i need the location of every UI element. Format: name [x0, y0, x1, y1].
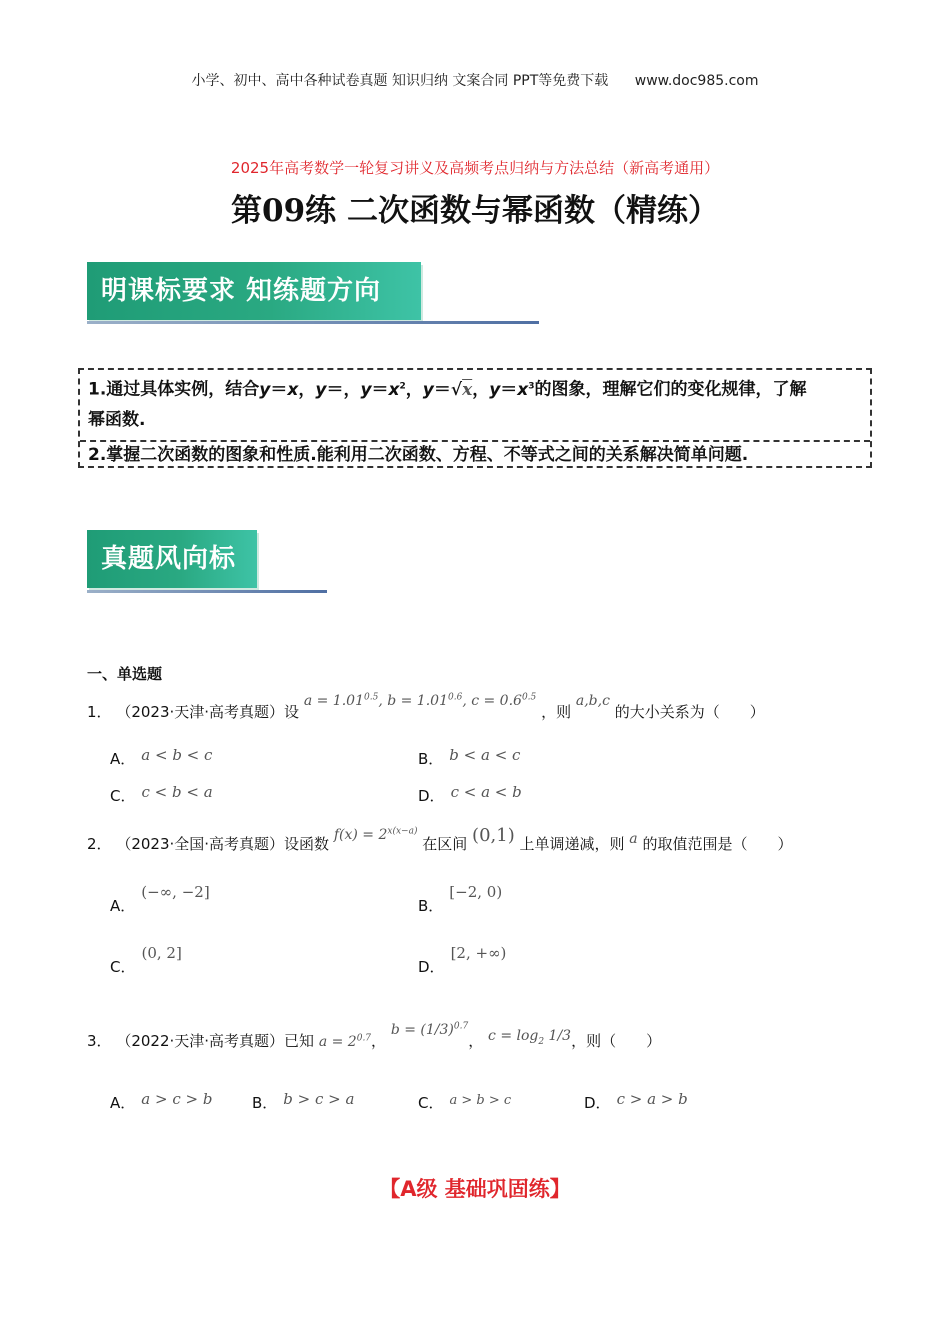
requirement-1-text-a: 1.通过具体实例，结合 — [88, 379, 260, 400]
watermark-url[interactable]: www.doc985.com — [634, 73, 759, 89]
option-d[interactable]: D． c < a < b — [418, 783, 522, 805]
question-2 — [87, 825, 907, 854]
requirement-line-1-cont: 幂函数. — [88, 410, 146, 430]
requirement-line-1 — [88, 370, 862, 407]
option-c[interactable]: C．(0, 2] — [110, 944, 182, 976]
banner-underline-2 — [87, 590, 327, 593]
watermark-line — [0, 70, 950, 90]
requirement-1-text-b: 的图象，理解它们的变化规律，了解 — [534, 379, 807, 400]
requirements-box — [78, 368, 872, 468]
question-number: 3． — [87, 1032, 112, 1050]
option-c[interactable]: C． c < b < a — [110, 783, 213, 805]
option-a[interactable]: A． a > c > b — [110, 1090, 213, 1112]
math-interval: (0,1) — [472, 825, 515, 846]
document-title: 第09练 二次函数与幂函数（精练） — [231, 193, 719, 229]
question-3: 3． （2022·天津·高考真题）已知 $a = 2^{0.7}$， $b = (1/3)^{0.7}$， $c = \log_2 1/3$，则（ ） — [87, 1021, 662, 1050]
option-d[interactable]: D．[2, +∞) — [418, 944, 507, 976]
option-d[interactable]: D． c > a > b — [584, 1090, 688, 1112]
question-source: （2023·天津·高考真题）设 — [116, 703, 300, 721]
question-1 — [87, 692, 887, 722]
math-expression: $c = \log_2 1/3$ — [488, 1028, 572, 1047]
document-subtitle: 2025年高考数学一轮复习讲义及高频考点归纳与方法总结（新高考通用） — [230, 159, 720, 177]
option-a[interactable]: A．(−∞, −2] — [110, 883, 210, 915]
question-number: 1． — [87, 703, 112, 721]
question-text: 的取值范围是（ ） — [642, 835, 793, 853]
section-banner-past-exams — [87, 530, 257, 588]
math-expression: $a = 2^{0.7}$ — [318, 1033, 372, 1050]
question-number: 2． — [87, 835, 112, 853]
level-heading: 【A级 基础巩固练】 — [379, 1177, 571, 1201]
math-expression: $b = (1/3)^{0.7}$ — [390, 1021, 469, 1038]
option-b[interactable]: B． b > c > a — [252, 1090, 355, 1112]
option-c[interactable]: C． a > b > c — [418, 1093, 512, 1112]
option-b[interactable]: B． b < a < c — [418, 746, 521, 768]
math-variable: a — [629, 831, 638, 847]
option-a[interactable]: A． a < b < c — [110, 746, 213, 768]
math-expression: $a = 1.01^{0.5}$, $b = 1.01^{0.6}$, $c = 0.6^{0.5}$ — [303, 692, 537, 709]
section-heading: 一、单选题 — [87, 665, 163, 683]
math-expression: $f(x) = 2^{x(x-a)}$ — [333, 826, 418, 843]
requirement-line-2: 2.掌握二次函数的图象和性质.能利用二次函数、方程、不等式之间的关系解决简单问题. — [88, 445, 749, 465]
question-source: （2022·天津·高考真题）已知 — [116, 1032, 315, 1050]
question-text: 在区间 — [422, 835, 468, 853]
question-text: ，则 — [541, 703, 572, 721]
option-b[interactable]: B．[−2, 0) — [418, 883, 503, 915]
question-source: （2023·全国·高考真题）设函数 — [116, 835, 330, 853]
banner-past-exams-label: 真题风向标 — [101, 544, 237, 574]
banner-curriculum-label: 明课标要求 知练题方向 — [101, 276, 382, 306]
power-function-list: y＝x，y＝，$y=x^2$，y＝√x，$y=x^3$ — [259, 379, 535, 400]
math-expression: a,b,c — [575, 693, 610, 709]
question-text: ，则（ ） — [571, 1032, 662, 1050]
watermark-text: 小学、初中、高中各种试卷真题 知识归纳 文案合同 PPT等免费下载 — [191, 73, 609, 89]
question-text: 上单调递减，则 — [519, 835, 625, 853]
banner-underline — [87, 321, 539, 324]
section-banner-curriculum — [87, 262, 421, 320]
question-text: 的大小关系为（ ） — [614, 703, 765, 721]
